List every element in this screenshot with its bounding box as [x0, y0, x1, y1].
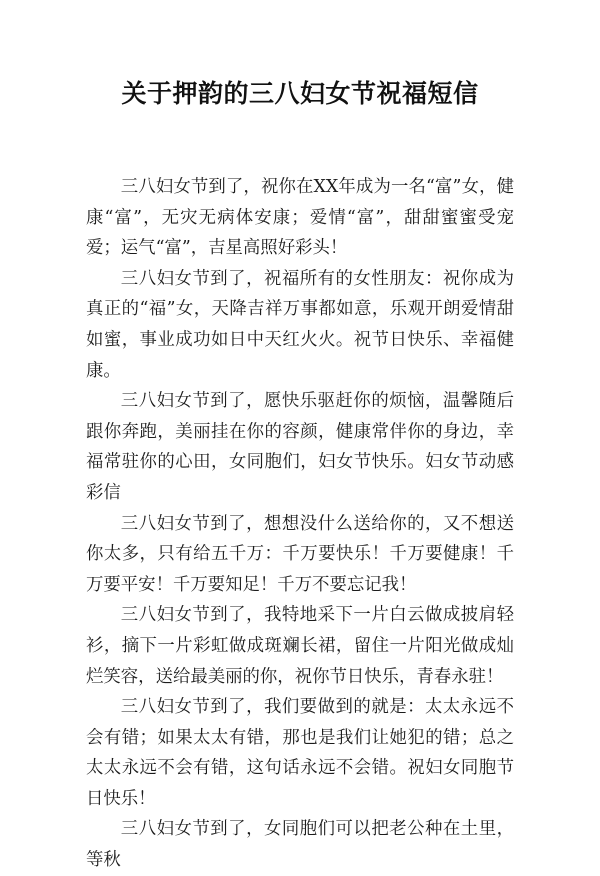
paragraph-4: 三八妇女节到了，想想没什么送给你的，又不想送你太多，只有给五千万：千万要快乐！千万要健康！千万要平安！千万要知足！千万不要忘记我！: [86, 513, 514, 595]
document-body: [86, 172, 514, 876]
paragraph-6: 三八妇女节到了，我们要做到的就是：太太永远不会有错；如果太太有错，那也是我们让她犯的错；总之太太永远不会有错，这句话永远不会错。祝妇女同胞节日快乐！: [86, 697, 514, 809]
document-title: 关于押韵的三八妇女节祝福短信: [121, 79, 479, 108]
paragraph-2: 三八妇女节到了，祝福所有的女性朋友：祝你成为真正的“福”女，天降吉祥万事都如意，乐观开朗爱情甜如蜜，事业成功如日中天红火火。祝节日快乐、幸福健康。: [86, 268, 514, 381]
paragraph-3: 三八妇女节到了，愿快乐驱赶你的烦恼，温馨随后跟你奔跑，美丽挂在你的容颜，健康常伴你的身边，幸福常驻你的心田，女同胞们，妇女节快乐。妇女节动感彩信: [86, 391, 514, 503]
paragraph-1: 三八妇女节到了，祝你在XX年成为一名“富”女，健康“富”，无灾无病体安康；爱情“富”，甜甜蜜蜜受宠爱；运气“富”，吉星高照好彩头！: [86, 177, 514, 259]
paragraph-5: 三八妇女节到了，我特地采下一片白云做成披肩轻衫，摘下一片彩虹做成斑斓长裙，留住一片阳光做成灿烂笑容，送给最美丽的你，祝你节日快乐，青春永驻！: [86, 605, 514, 687]
paragraph-7: 三八妇女节到了，女同胞们可以把老公种在土里，等秋: [86, 819, 514, 871]
